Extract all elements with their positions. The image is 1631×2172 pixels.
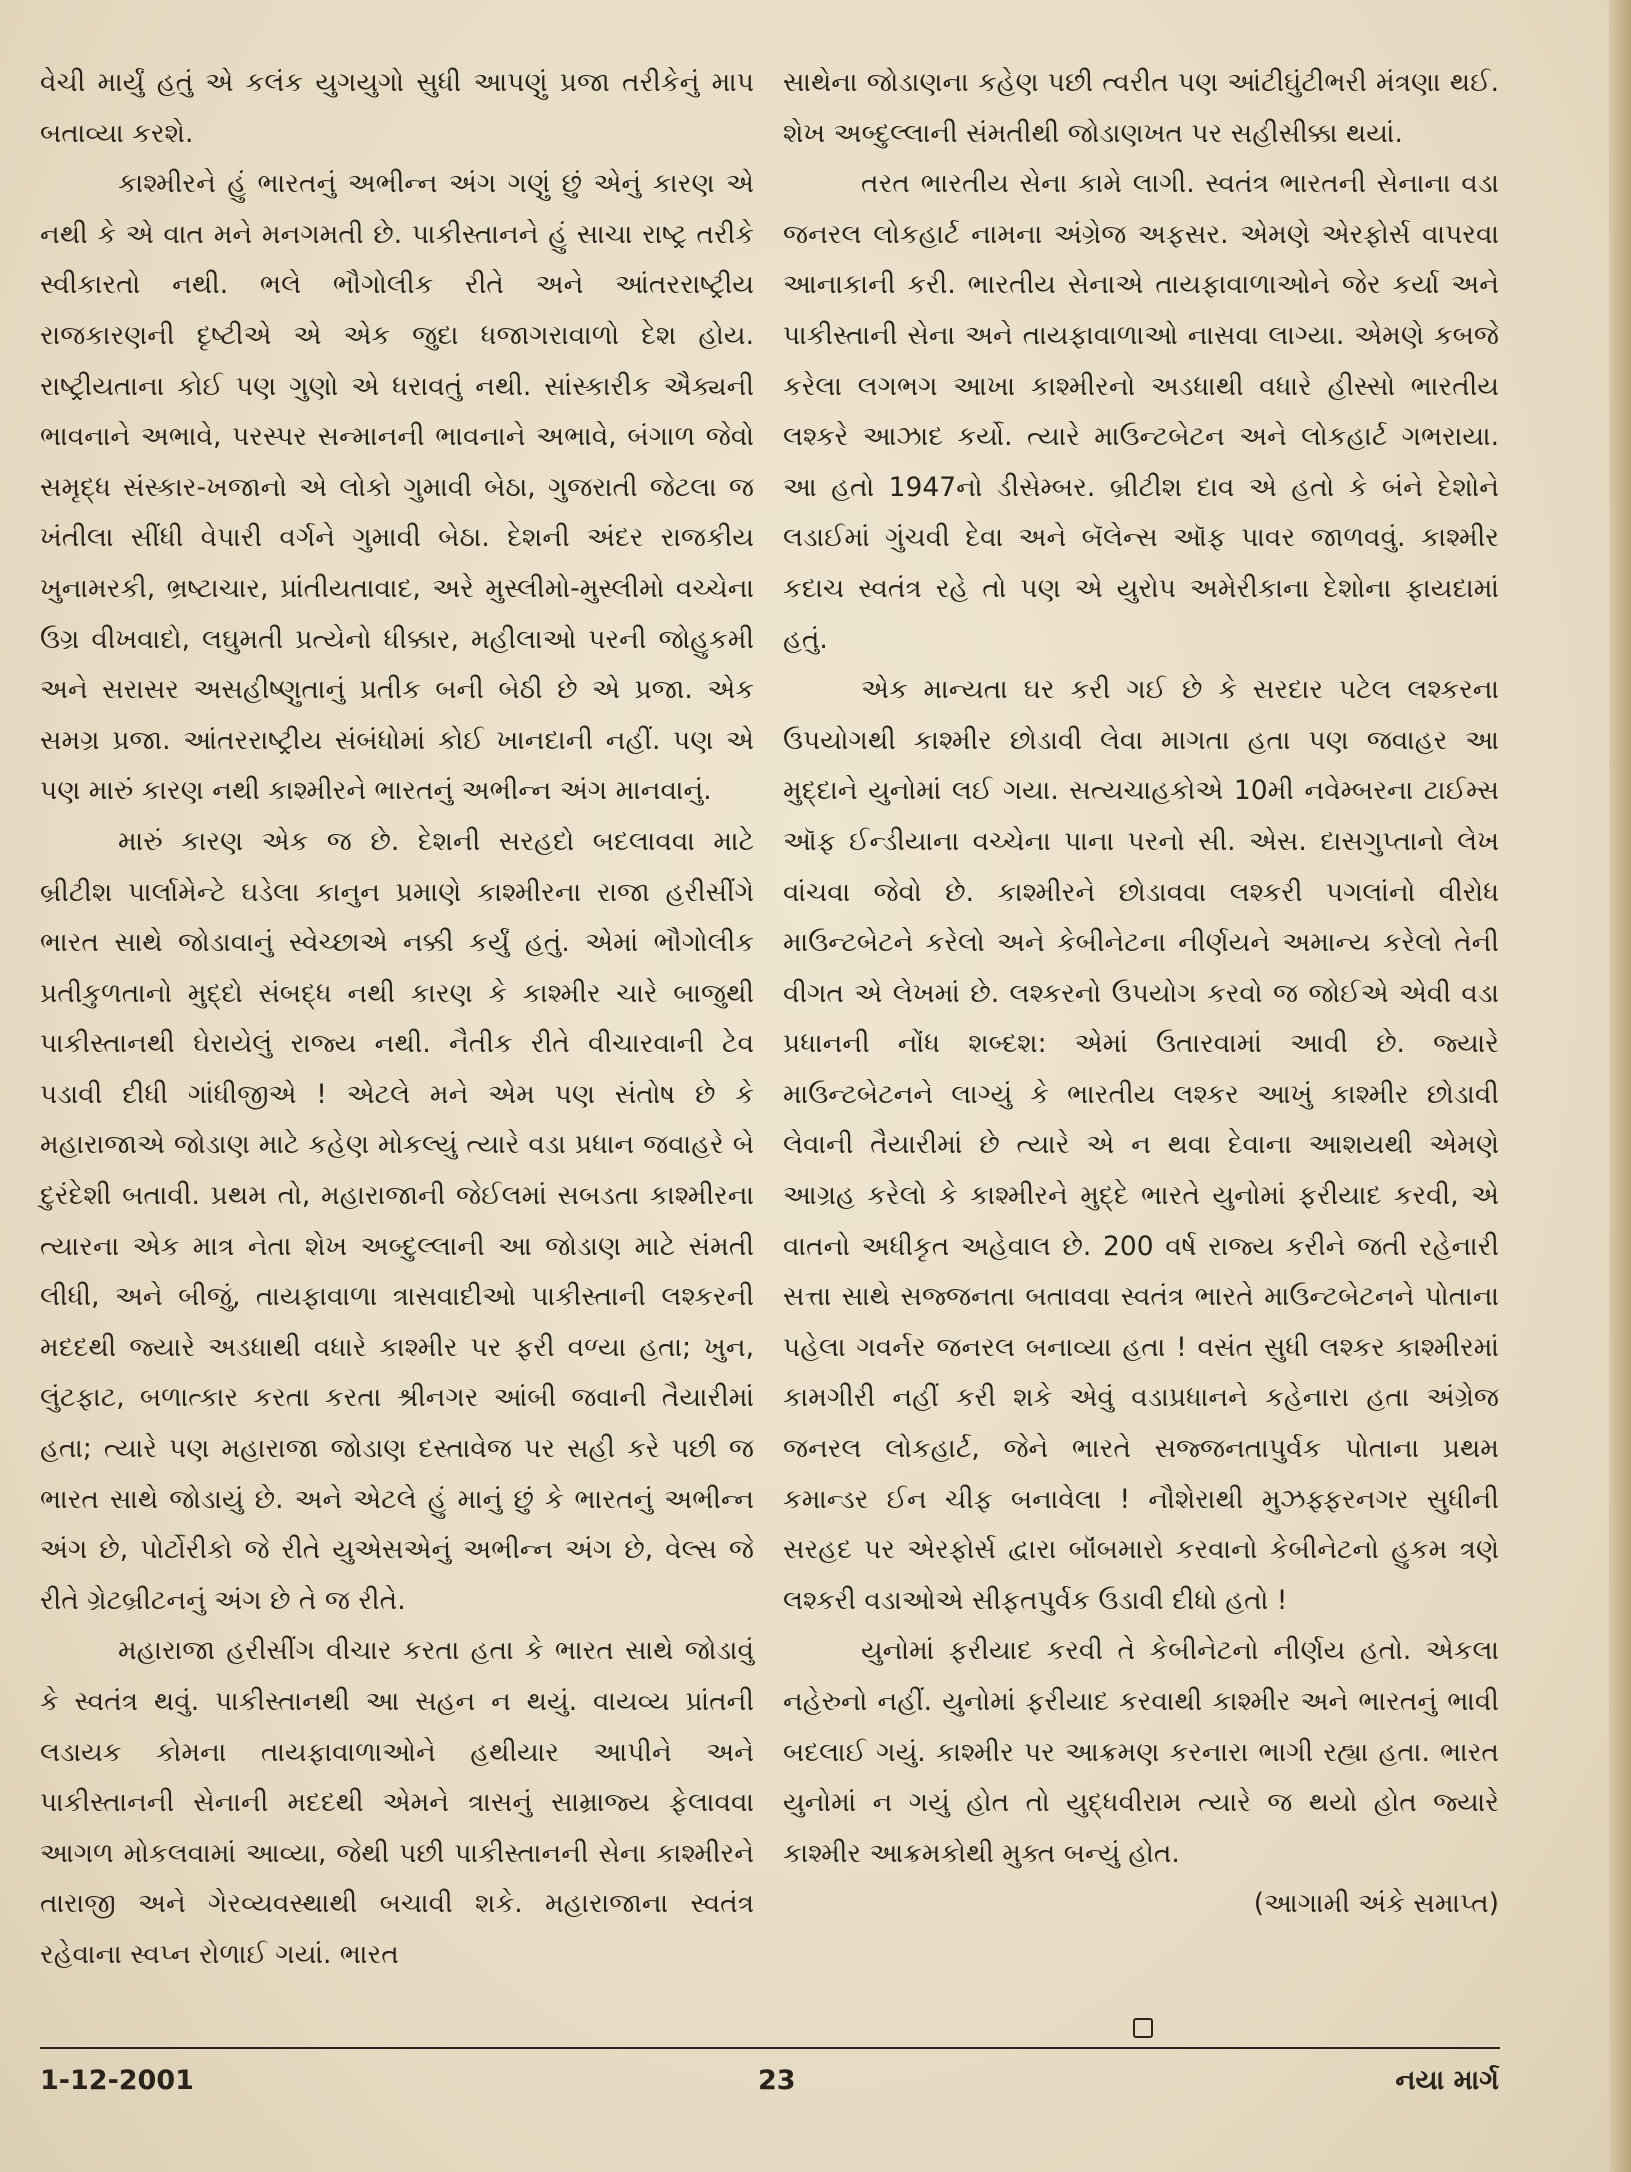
left-paragraph-2: કાશ્મીરને હું ભારતનું અભીન્ન અંગ ગણું છું એનું કારણ એ નથી કે એ વાત મને મનગમતી છે. પાકીસ્તાનને હું સાચા રાષ્ટ્ર તરીકે સ્વીકારતો નથી. ભલે ભૌગોલીક રીતે અને આંતરરાષ્ટ્રીય રાજકારણની દૃષ્ટીએ એ એક જુદા ધજાગરાવાળો દેશ હોય. રાષ્ટ્રીયતાના કોઈ પણ ગુણો એ ધરાવતું નથી. સાંસ્કારીક ઐક્યની ભાવનાને અભાવે, પરસ્પર સન્માનની ભાવનાને અભાવે, બંગાળ જેવો સમૃદ્ધ સંસ્કાર-ખજાનો એ લોકો ગુમાવી બેઠા, ગુજરાતી જેટલા જ ખંતીલા સીંધી વેપારી વર્ગને ગુમાવી બેઠા. દેશની અંદર રાજકીય ખુનામરકી, ભ્રષ્ટાચાર, પ્રાંતીયતાવાદ, અરે મુસ્લીમો-મુસ્લીમો વચ્ચેના ઉગ્ર વીખવાદો, લઘુમતી પ્રત્યેનો ધીક્કાર, મહીલાઓ પરની જોહુકમી અને સરાસર અસહીષ્ણુતાનું પ્રતીક બની બેઠી છે એ પ્રજા. એક સમગ્ર પ્રજા. આંતરરાષ્ટ્રીય સંબંધોમાં કોઈ ખાનદાની નહીં. પણ એ પણ મારું કારણ નથી કાશ્મીરને ભારતનું અભીન્ન અંગ માનવાનું. [40, 168, 754, 807]
issue-date: 1-12-2001 [40, 2065, 194, 2096]
right-paragraph-4: યુનોમાં ફરીયાદ કરવી તે કેબીનેટનો નીર્ણય હતો. એકલા નહેરુનો નહીં. યુનોમાં ફરીયાદ કરવાથી કાશ્મીર અને ભારતનું ભાવી બદલાઈ ગયું. કાશ્મીર પર આક્રમણ કરનારા ભાગી રહ્યા હતા. ભારત યુનોમાં ન ગયું હોત તો યુદ્ધવીરામ ત્યારે જ થયો હોત જ્યારે કાશ્મીર આક્રમકોથી મુક્ત બન્યું હોત. [783, 1635, 1499, 1869]
left-paragraph-1: વેચી માર્યું હતું એ કલંક યુગયુગો સુધી આપણું પ્રજા તરીકેનું માપ બતાવ્યા કરશે. [40, 67, 754, 149]
right-paragraph-3: એક માન્યતા ઘર કરી ગઈ છે કે સરદાર પટેલ લશ્કરના ઉપયોગથી કાશ્મીર છોડાવી લેવા માગતા હતા પણ જવાહર આ મુદ્દાને યુનોમાં લઈ ગયા. સત્યચાહકોએ 10મી નવેમ્બરના ટાઈમ્સ ઑફ ઈન્ડીયાના વચ્ચેના પાના પરનો સી. એસ. દાસગુપ્તાનો લેખ વાંચવા જેવો છે. કાશ્મીરને છોડાવવા લશ્કરી પગલાંનો વીરોધ માઉન્ટબેટને કરેલો અને કેબીનેટના નીર્ણયને અમાન્ય કરેલો તેની વીગત એ લેખમાં છે. લશ્કરનો ઉપયોગ કરવો જ જોઈએ એવી વડા પ્રધાનની નોંધ શબ્દશ: એમાં ઉતારવામાં આવી છે. જ્યારે માઉન્ટબેટનને લાગ્યું કે ભારતીય લશ્કર આખું કાશ્મીર છોડાવી લેવાની તૈયારીમાં છે ત્યારે એ ન થવા દેવાના આશયથી એમણે આગ્રહ કરેલો કે કાશ્મીરને મુદ્દે ભારતે યુનોમાં ફરીયાદ કરવી, એ વાતનો અધીકૃત અહેવાલ છે. 200 વર્ષ રાજ્ય કરીને જતી રહેનારી સત્તા સાથે સજ્જનતા બતાવવા સ્વતંત્ર ભારતે માઉન્ટબેટનને પોતાના પહેલા ગવર્નર જનરલ બનાવ્યા હતા ! વસંત સુધી લશ્કર કાશ્મીરમાં કામગીરી નહીં કરી શકે એવું વડાપ્રધાનને કહેનારા હતા અંગ્રેજ જનરલ લોકહાર્ટ, જેને ભારતે સજ્જનતાપુર્વક પોતાના પ્રથમ કમાન્ડર ઈન ચીફ બનાવેલા ! નૌશેરાથી મુઝફ્ફરનગર સુધીની સરહદ પર એરફોર્સ દ્વારા બૉંબમારો કરવાનો કેબીનેટનો હુકમ ત્રણે લશ્કરી વડાઓએ સીફતપુર્વક ઉડાવી દીધો હતો ! [783, 674, 1499, 1616]
right-column [783, 58, 1499, 1930]
page-edge-shadow [1609, 0, 1631, 2172]
right-paragraph-1: સાથેના જોડાણના કહેણ પછી ત્વરીત પણ આંટીઘુંટીભરી મંત્રણા થઈ. શેખ અબ્દુલ્લાની સંમતીથી જોડાણખત પર સહીસીક્કા થયાં. [783, 67, 1499, 149]
left-column [40, 58, 754, 1981]
footer-rule [40, 2047, 1500, 2049]
right-paragraph-2: તરત ભારતીય સેના કામે લાગી. સ્વતંત્ર ભારતની સેનાના વડા જનરલ લોકહાર્ટ નામના અંગ્રેજ અફસર. એમણે એરફોર્સ વાપરવા આનાકાની કરી. ભારતીય સેનાએ તાયફાવાળાઓને જેર કર્યા અને પાકીસ્તાની સેના અને તાયફાવાળાઓ નાસવા લાગ્યા. એમણે કબજે કરેલા લગભગ આખા કાશ્મીરનો અડધાથી વધારે હીસ્સો ભારતીય લશ્કરે આઝાદ કર્યો. ત્યારે માઉન્ટબેટન અને લોકહાર્ટ ગભરાયા. આ હતો 1947નો ડીસેમ્બર. બ્રીટીશ દાવ એ હતો કે બંને દેશોને લડાઈમાં ગુંચવી દેવા અને બૅલેન્સ ઑફ પાવર જાળવવું. કાશ્મીર કદાચ સ્વતંત્ર રહે તો પણ એ યુરોપ અમેરીકાના દેશોના ફાયદામાં હતું. [783, 168, 1499, 655]
left-paragraph-4: મહારાજા હરીસીંગ વીચાર કરતા હતા કે ભારત સાથે જોડાવું કે સ્વતંત્ર થવું. પાકીસ્તાનથી આ સહન ન થયું. વાયવ્ય પ્રાંતની લડાયક કોમના તાયફાવાળાઓને હથીયાર આપીને અને પાકીસ્તાનની સેનાની મદદથી એમને ત્રાસનું સામ્રાજ્ય ફેલાવવા આગળ મોકલવામાં આવ્યા, જેથી પછી પાકીસ્તાનની સેના કાશ્મીરને તારાજી અને ગેરવ્યવસ્થાથી બચાવી શકે. મહારાજાના સ્વતંત્ર રહેવાના સ્વપ્ન રોળાઈ ગયાં. ભારત [40, 1635, 754, 1970]
page-number: 23 [758, 2065, 796, 2096]
magazine-name: નયા માર્ગ [1395, 2065, 1499, 2096]
end-of-article-square-icon [1133, 2018, 1153, 2038]
left-paragraph-3: મારું કારણ એક જ છે. દેશની સરહદો બદલાવવા માટે બ્રીટીશ પાર્લામેન્ટે ઘડેલા કાનુન પ્રમાણે કાશ્મીરના રાજા હરીસીંગે ભારત સાથે જોડાવાનું સ્વેચ્છાએ નક્કી કર્યું હતું. એમાં ભૌગોલીક પ્રતીકુળતાનો મુદ્દો સંબદ્ધ નથી કારણ કે કાશ્મીર ચારે બાજુથી પાકીસ્તાનથી ઘેરાયેલું રાજ્ય નથી. નૈતીક રીતે વીચારવાની ટેવ પડાવી દીધી ગાંધીજીએ ! એટલે મને એમ પણ સંતોષ છે કે મહારાજાએ જોડાણ માટે કહેણ મોકલ્યું ત્યારે વડા પ્રધાન જવાહરે બે દુરંદેશી બતાવી. પ્રથમ તો, મહારાજાની જેઈલમાં સબડતા કાશ્મીરના ત્યારના એક માત્ર નેતા શેખ અબ્દુલ્લાની આ જોડાણ માટે સંમતી લીધી, અને બીજું, તાયફાવાળા ત્રાસવાદીઓ પાકીસ્તાની લશ્કરની મદદથી જ્યારે અડધાથી વધારે કાશ્મીર પર ફરી વળ્યા હતા; ખુન, લુંટફાટ, બળાત્કાર કરતા કરતા શ્રીનગર આંબી જવાની તૈયારીમાં હતા; ત્યારે પણ મહારાજા જોડાણ દસ્તાવેજ પર સહી કરે પછી જ ભારત સાથે જોડાયું છે. અને એટલે હું માનું છું કે ભારતનું અભીન્ન અંગ છે, પોર્ટોરીકો જે રીતે યુએસએનું અભીન્ન અંગ છે, વેલ્સ જે રીતે ગ્રેટબ્રીટનનું અંગ છે તે જ રીતે. [40, 825, 754, 1616]
continued-note: (આગામી અંકે સમાપ્ત) [1253, 1888, 1499, 1920]
